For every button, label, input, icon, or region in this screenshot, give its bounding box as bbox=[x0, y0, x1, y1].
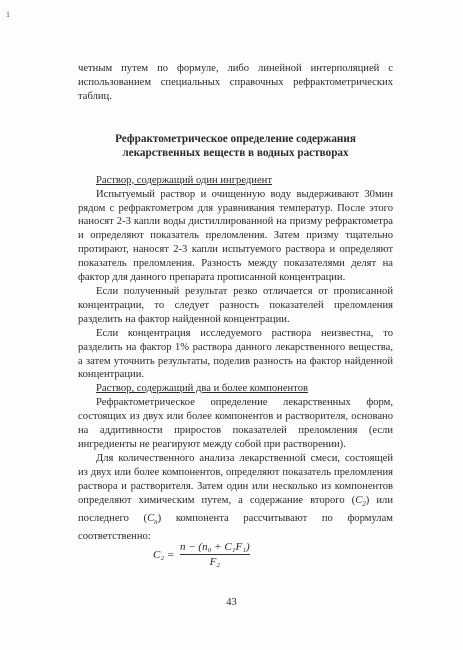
heading-line-1: Рефрактометрическое определение содержания bbox=[115, 132, 356, 145]
formula-lhs: C₂ = bbox=[153, 549, 175, 561]
page-number: 43 bbox=[226, 597, 237, 608]
formula-denominator: F₂ bbox=[209, 556, 221, 568]
intro-paragraph: четным путем по формуле, либо линейной интерполяцией с использованием специальных справочных рефрактометрических таблиц. bbox=[78, 63, 393, 102]
formula-fraction bbox=[180, 541, 250, 568]
paragraph-5-part-b: ) или последнего ( bbox=[78, 494, 393, 524]
paragraph-5-part-a: Для количественного анализа лекарственной смеси, состоящей из двух или более компонентов, определяют показатель преломления раствора и растворителя. Затем один или несколько из компонентов определяют химическим путем, а содержание второго ( bbox=[78, 452, 393, 506]
formula bbox=[153, 541, 250, 568]
paragraph-5 bbox=[78, 452, 393, 544]
margin-mark: 1 bbox=[6, 10, 10, 19]
symbol-cn: $C_n$ bbox=[147, 512, 158, 526]
paragraph-2: Если полученный результат резко отличается от прописанной концентрации, то следует разность показателей преломления разделить на фактор найденной концентрации. bbox=[78, 285, 393, 325]
subheading-one-ingredient: Раствор, содержащий один ингредиент bbox=[96, 174, 272, 186]
symbol-c2: $C_2$ bbox=[355, 494, 366, 508]
fraction-bar bbox=[180, 554, 250, 555]
subheading-two-components: Раствор, содержащий два и более компонентов bbox=[96, 383, 309, 395]
paragraph-4: Рефрактометрическое определение лекарственных форм, состоящих из двух или более компонентов и растворителя, основано на аддитивности приростов показателей преломления (если ингредиенты не реагируют между собой при растворении). bbox=[78, 397, 393, 450]
heading-line-2: лекарственных веществ в водных растворах bbox=[122, 147, 349, 160]
section-heading bbox=[78, 132, 393, 161]
paragraph-1: Испытуемый раствор и очищенную воду выдерживают 30мин рядом с рефрактометром для уравнивания температур. После этого наносят 2-3 капли воды дистиллированной на призму рефрактометра и определяют показатель преломления. Затем призму тщательно протирают, наносят 2-3 капли испытуемого раствора и определяют показатель преломления. Разность между показателями делят на фактор для данного препарата прописанной концентрации. bbox=[78, 188, 393, 284]
formula-numerator: n − (n₀ + C₁F₁) bbox=[180, 541, 250, 553]
paragraph-3: Если концентрация исследуемого раствора неизвестна, то разделить на фактор 1% раствора данного лекарственного вещества, а затем уточнить результаты, поделив разность на фактор найденной концентрации. bbox=[78, 327, 393, 381]
page-content bbox=[78, 62, 393, 544]
paragraph-5-part-c: ) компонента рассчитывают по формулам соответственно: bbox=[78, 512, 393, 542]
